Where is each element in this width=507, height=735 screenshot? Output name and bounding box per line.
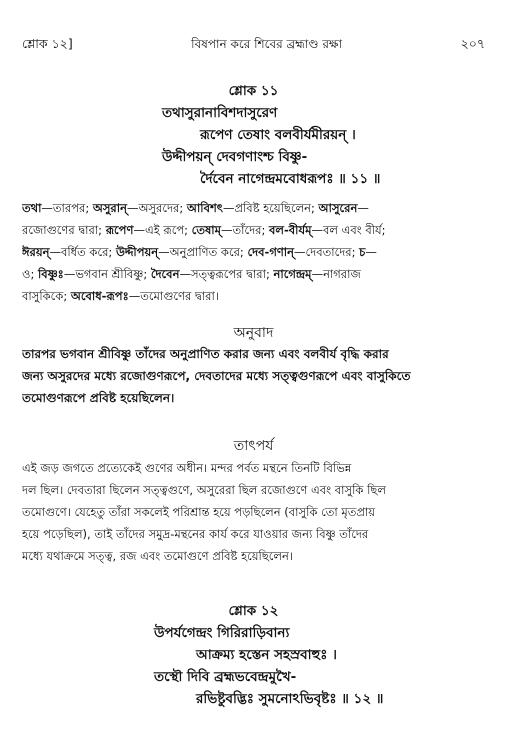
synonym-meaning: —তারপর; (41, 201, 93, 215)
purport-line: মধ্যে যথাক্রমে সত্ত্ব, রজ এবং তমোগুণে প্রবিষ্ট হয়েছিলেন। (22, 549, 293, 563)
synonym-meaning: —বল এবং বীর্য; (311, 223, 386, 237)
synonyms-line (22, 219, 485, 241)
synonyms-paragraph (22, 197, 485, 307)
verse-11-line-4: র্দৈবেন নাগেন্দ্রমবোধরূপঃ ॥ ১১ ॥ (200, 171, 381, 187)
synonyms-line (22, 285, 485, 307)
verse-12-line-2: আক্রম্য হস্তেন সহস্রবাহুঃ । (196, 647, 337, 663)
synonym-term: আসুরেন (318, 201, 358, 215)
synonyms-line (22, 263, 485, 285)
verse-12-line-1: উপর্যগেন্দ্রং গিরিরাড়িবান্য (154, 625, 290, 641)
synonym-term: নাগেন্দ্রম্ (273, 267, 312, 281)
synonym-meaning: —সত্ত্বরূপের দ্বারা; (179, 267, 274, 281)
synonym-term: বিষ্ণুঃ (38, 267, 64, 281)
translation-paragraph (22, 343, 485, 409)
synonym-meaning: —তাঁদের; (221, 223, 270, 237)
synonym-meaning: — (365, 245, 377, 259)
translation-line: তারপর ভগবান শ্রীবিষ্ণু তাঁদের অনুপ্রাণিত করার জন্য এবং বলবীর্য বৃদ্ধি করার (22, 347, 389, 361)
purport-line: তমোগুণে। যেহেতু তাঁরা সকলেই পরিশ্রান্ত হয়ে পড়ছিলেন (বাসুকি তো মৃতপ্রায় (22, 505, 376, 519)
synonym-term: অবোধ-রূপঃ (70, 289, 129, 303)
synonym-term: বল-বীর্যম্ (269, 223, 312, 237)
running-title: বিষপান করে শিবের ব্রহ্মাণ্ড রক্ষা (191, 37, 343, 51)
verse-12-line-4: রভিষ্টুবদ্ভিঃ সুমনোঽভিবৃষ্টঃ ॥ ১২ ॥ (196, 691, 384, 707)
verse-11-line-3: উদ্দীপয়ন্ দেবগণাংশ্চ বিষ্ণু- (162, 149, 308, 165)
purport-paragraph (22, 457, 485, 567)
synonym-meaning: ও; (22, 267, 38, 281)
translation-line: তমোগুণরূপে প্রবিষ্ট হয়েছিলেন। (22, 391, 175, 405)
synonym-term: আবিশৎ (186, 201, 223, 215)
synonym-meaning: বাসুকিকে; (22, 289, 71, 303)
synonym-meaning: — (357, 201, 369, 215)
synonym-term: উদ্দীপয়ন্ (115, 245, 159, 259)
page-number: ২০৭ (460, 36, 485, 51)
synonym-term: চ (359, 245, 366, 259)
synonym-term: অসুরান্ (92, 201, 127, 215)
purport-heading: তাৎপর্য (233, 438, 274, 454)
verse-12-line-3: তস্থৌ দিবি ব্রহ্মভবেন্দ্রমুখৈ- (154, 669, 297, 685)
synonym-meaning: —নাগরাজ (311, 267, 361, 281)
synonym-term: রূপেণ (105, 223, 134, 237)
synonym-meaning: —অনুপ্রাণিত করে; (158, 245, 248, 259)
synonym-term: দেব-গণান্ (247, 245, 295, 259)
purport-line: এই জড় জগতে প্রত্যেকেই গুণের অধীন। মন্দর পর্বত মন্থনে তিনটি বিভিন্ন (22, 461, 352, 475)
synonym-meaning: —এই রূপে; (133, 223, 192, 237)
synonyms-line (22, 241, 485, 263)
synonym-meaning: —তমোগুণের দ্বারা। (128, 289, 219, 303)
synonyms-line (22, 197, 485, 219)
verse-11-line-1: তথাসুরানাবিশদাসুরেণ (162, 105, 278, 121)
synonym-meaning: রজোগুণের দ্বারা; (22, 223, 106, 237)
synonym-term: দৈবেন (150, 267, 180, 281)
running-header (22, 36, 485, 56)
purport-line: দল ছিল। দেবতারা ছিলেন সত্ত্বগুণে, অসুরেরা ছিল রজোগুণে এবং বাসুকি ছিল (22, 483, 386, 497)
verse-12-heading: শ্লোক ১২ (228, 603, 279, 619)
synonym-term: তথা (22, 201, 42, 215)
verse-11-heading: শ্লোক ১১ (228, 83, 279, 99)
translation-line: জন্য অসুরদের মধ্যে রজোগুণরূপে, দেবতাদের মধ্যে সত্ত্বগুণরূপে এবং বাসুকিতে (22, 369, 411, 383)
synonym-meaning: —বর্ধিত করে; (49, 245, 116, 259)
purport-line: হয়ে পড়েছিল), তাই তাঁদের সমুদ্র-মন্থনের কার্য করে যাওয়ার জন্য বিষ্ণু তাঁদের (22, 527, 369, 541)
synonym-term: তেষাম্ (191, 223, 222, 237)
synonym-meaning: —প্রবিষ্ট হয়েছিলেন; (222, 201, 319, 215)
verse-11-line-2: রূপেণ তেষাং বলবীর্যমীরয়ন্ । (200, 127, 356, 143)
translation-heading: অনুবাদ (233, 325, 274, 341)
synonym-meaning: —ভগবান শ্রীবিষ্ণু; (63, 267, 151, 281)
chapter-verse-ref: শ্লোক ১২] (22, 36, 73, 51)
synonym-meaning: —দেবতাদের; (294, 245, 360, 259)
synonym-term: ঈরয়ন্ (22, 245, 50, 259)
synonym-meaning: —অসুরদের; (126, 201, 187, 215)
